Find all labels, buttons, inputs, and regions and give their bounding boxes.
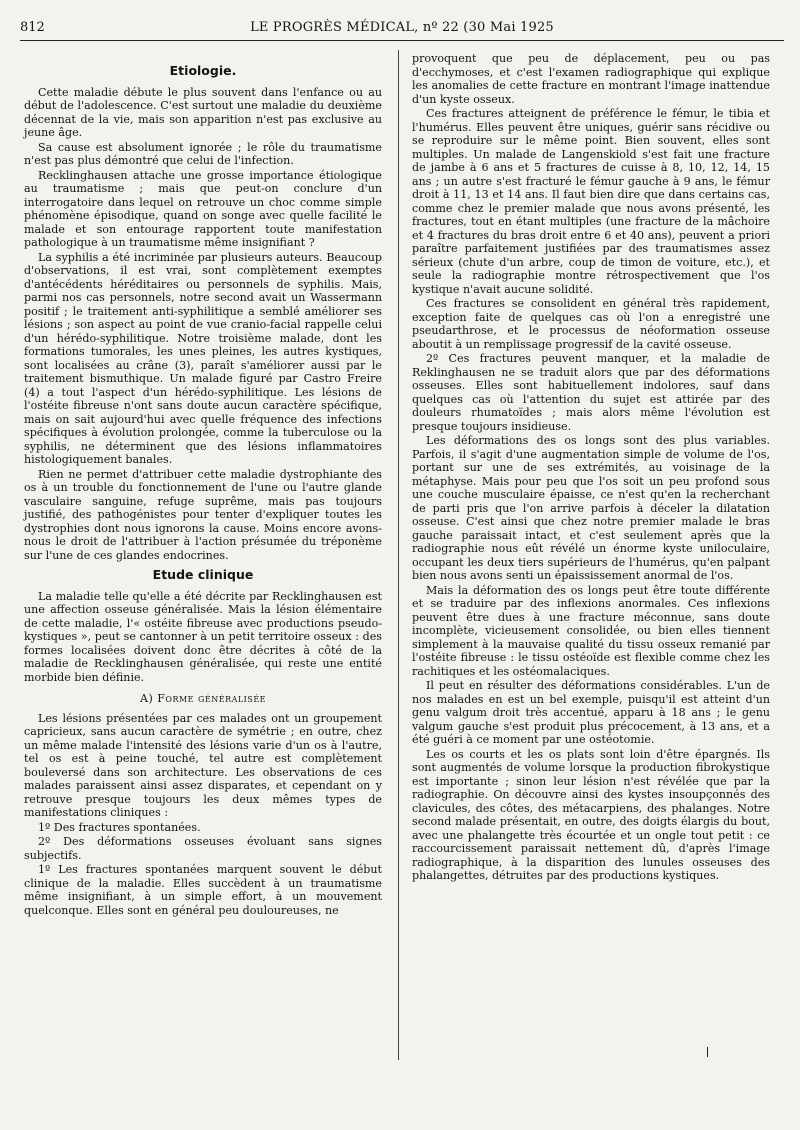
right-column: [412, 52, 770, 884]
paragraph: provoquent que peu de déplacement, peu ou pas d'ecchymoses, et c'est l'examen radiographique qui explique les anomalies de cette fracture en montrant l'image inattendue d'un kyste osseux.: [412, 52, 770, 106]
paragraph: Recklinghausen attache une grosse importance étiologique au traumatisme ; mais que peut-on conclure d'un interrogatoire dans lequel on retrouve un choc comme simple phénomène épisodique, quand on songe avec quelle facilité le malade et son entourage rapportent toute manifestation pathologique à un traumatisme même insignifiant ?: [24, 168, 382, 249]
list-item: 2º Des déformations osseuses évoluant sans signes subjectifs.: [24, 835, 382, 862]
paragraph: Ces fractures atteignent de préférence le fémur, le tibia et l'humérus. Elles peuvent être uniques, guérir sans récidive ou se reproduire sur le même point. Bien souvent, elles sont multiples. Un malade de Langenskiold s'est fait une fracture de jambe à 6 ans et 5 fractures de cuisse à 8, 10, 12, 14, 15 ans ; un autre s'est fracturé le fémur gauche à 9 ans, le fémur droit à 11, 13 et 14 ans. Il faut bien dire que dans certains cas, comme chez le premier malade que nous avons présenté, les fractures, tout en étant multiples (une fracture de la mâchoire et 4 fractures du bras droit entre 6 et 40 ans), peuvent a priori paraître parfaitement justifiées par des traumatismes assez sérieux (chute d'un arbre, coup de timon de voiture, etc.), et seule la radiographie montre rétrospectivement que l'os kystique n'avait aucune solidité.: [412, 107, 770, 296]
paragraph: Il peut en résulter des déformations considérables. L'un de nos malades en est un bel exemple, puisqu'il est atteint d'un genu valgum droit très accentué, apparu à 18 ans ; le genu valgum gauche s'est produit plus précocement, à 13 ans, et a été guéri à ce moment par une ostéotomie.: [412, 679, 770, 746]
subsection-title: Forme généralisée: [157, 692, 266, 705]
paragraph: Les os courts et les os plats sont loin d'être épargnés. Ils sont augmentés de volume lorsque la production fibrokystique est importante ; sinon leur lésion n'est révélée que par la radiographie. On découvre ainsi des kystes insoupçonnés des clavicules, des côtes, des métacarpiens, des phalanges. Notre second malade présentait, en outre, des doigts élargis du bout, avec une phalangette très écourtée et un ongle tout petit : ce raccourcissement paraissait nettement dû, d'après l'image radiographique, à la disparition des lunules osseuses des phalangettes, détruites par des productions kystiques.: [412, 747, 770, 882]
paragraph: 1º Les fractures spontanées marquent souvent le début clinique de la maladie. Elles succèdent à un traumatisme même insignifiant, à un simple effort, à un mouvement quelconque. Elles sont en général peu douloureuses, ne: [24, 863, 382, 917]
print-mark: [707, 1047, 708, 1057]
paragraph: La syphilis a été incriminée par plusieurs auteurs. Beaucoup d'observations, il est vrai, sont complètement exemptes d'antécédents héréditaires ou personnels de syphilis. Mais, parmi nos cas personnels, notre second avait un Wassermann positif ; le traitement anti-syphilitique a semblé améliorer ses lésions ; son aspect au point de vue cranio-facial rappelle celui d'un hérédo-syphilitique. Notre troisième malade, dont les formations tumorales, les unes pleines, les autres kystiques, sont localisées au crâne (3), paraît s'améliorer aussi par le traitement bismuthique. Un malade figuré par Castro Freire (4) a tout l'aspect d'un hérédo-syphilitique. Les lésions de l'ostéite fibreuse n'ont sans doute aucun caractère spécifique, mais on sait aujourd'hui avec quelle fréquence des infections spécifiques à évolution prolongée, comme la tuberculose ou la syphilis, ne déterminent que des lésions inflammatoires histologiquement banales.: [24, 250, 382, 466]
section-heading-etiologie: Etiologie.: [169, 63, 237, 78]
paragraph: Sa cause est absolument ignorée ; le rôle du traumatisme n'est pas plus démontré que celui de l'infection.: [24, 140, 382, 167]
paragraph: Rien ne permet d'attribuer cette maladie dystrophiante des os à un trouble du fonctionnement de l'une ou l'autre glande vasculaire sanguine, refuge suprême, mais pas toujours justifié, des pathogénistes pour tenter d'expliquer toutes les dystrophies dont nous ignorons la cause. Moins encore avons-nous le droit de l'attribuer à l'action présumée du tréponème sur l'une de ces glandes endocrines.: [24, 467, 382, 562]
page-number: 812: [20, 20, 45, 35]
subsection-prefix: A): [140, 692, 154, 705]
section-heading-etude-clinique: Etude clinique: [152, 567, 254, 582]
paragraph: Les déformations des os longs sont des plus variables. Parfois, il s'agit d'une augmentation simple de volume de l'os, portant sur une de ses extrémités, au voisinage de la métaphyse. Mais pour peu que l'os soit un peu profond sous une couche musculaire épaisse, ce n'est qu'en la recherchant de parti pris que l'on arrive parfois à déceler la dilatation osseuse. C'est ainsi que chez notre premier malade le bras gauche paraissait intact, et c'est seulement après que la radiographie nous eût révélé un énorme kyste uniloculaire, occupant les deux tiers supérieurs de l'humérus, qu'en palpant bien nous avons senti un épaississement anormal de l'os.: [412, 434, 770, 582]
paragraph: Mais la déformation des os longs peut être toute différente et se traduire par des inflexions anormales. Ces inflexions peuvent être dues à une fracture méconnue, sans doute incomplète, vicieusement consolidée, ou bien elles tiennent simplement à la mauvaise qualité du tissu osseux remanié par l'ostéite fibreuse : le tissu ostéoïde est flexible comme chez les rachitiques et les ostéomalaciques.: [412, 583, 770, 678]
running-header: [20, 14, 784, 41]
subsection-heading-forme-generalisee: [24, 692, 382, 706]
left-column: [24, 58, 382, 918]
paragraph: La maladie telle qu'elle a été décrite par Recklinghausen est une affection osseuse généralisée. Mais la lésion élémentaire de cette maladie, l'« ostéite fibreuse avec productions pseudo-kystiques », peut se cantonner à un petit territoire osseux : des formes localisées doivent donc être décrites à côté de la maladie de Recklinghausen généralisée, qui reste une entité morbide bien définie.: [24, 589, 382, 684]
paragraph: 2º Ces fractures peuvent manquer, et la maladie de Reklinghausen ne se traduit alors que par des déformations osseuses. Elles sont habituellement indolores, sauf dans quelques cas où l'attention du sujet est attirée par des douleurs rhumatoïdes ; mais alors même l'évolution est presque toujours insidieuse.: [412, 352, 770, 433]
paragraph: Ces fractures se consolident en général très rapidement, exception faite de quelques cas où l'on a enregistré une pseudarthrose, et le processus de néoformation osseuse aboutit à un remplissage progressif de la cavité osseuse.: [412, 297, 770, 351]
paragraph: Les lésions présentées par ces malades ont un groupement capricieux, sans aucun caractère de symétrie ; en outre, chez un même malade l'intensité des lésions varie d'un os à l'autre, tel os est à peine touché, tel autre est complètement bouleversé dans son architecture. Les observations de ces malades paraissent ainsi assez disparates, et cependant on y retrouve presque toujours les deux mêmes types de manifestations cliniques :: [24, 711, 382, 819]
running-title: LE PROGRÈS MÉDICAL, nº 22 (30 Mai 1925: [250, 20, 554, 35]
paragraph: Cette maladie débute le plus souvent dans l'enfance ou au début de l'adolescence. C'est surtout une maladie du deuxième décennat de la vie, mais son apparition n'est pas exclusive au jeune âge.: [24, 85, 382, 139]
list-item: 1º Des fractures spontanées.: [38, 820, 201, 834]
column-divider: [398, 50, 399, 1060]
